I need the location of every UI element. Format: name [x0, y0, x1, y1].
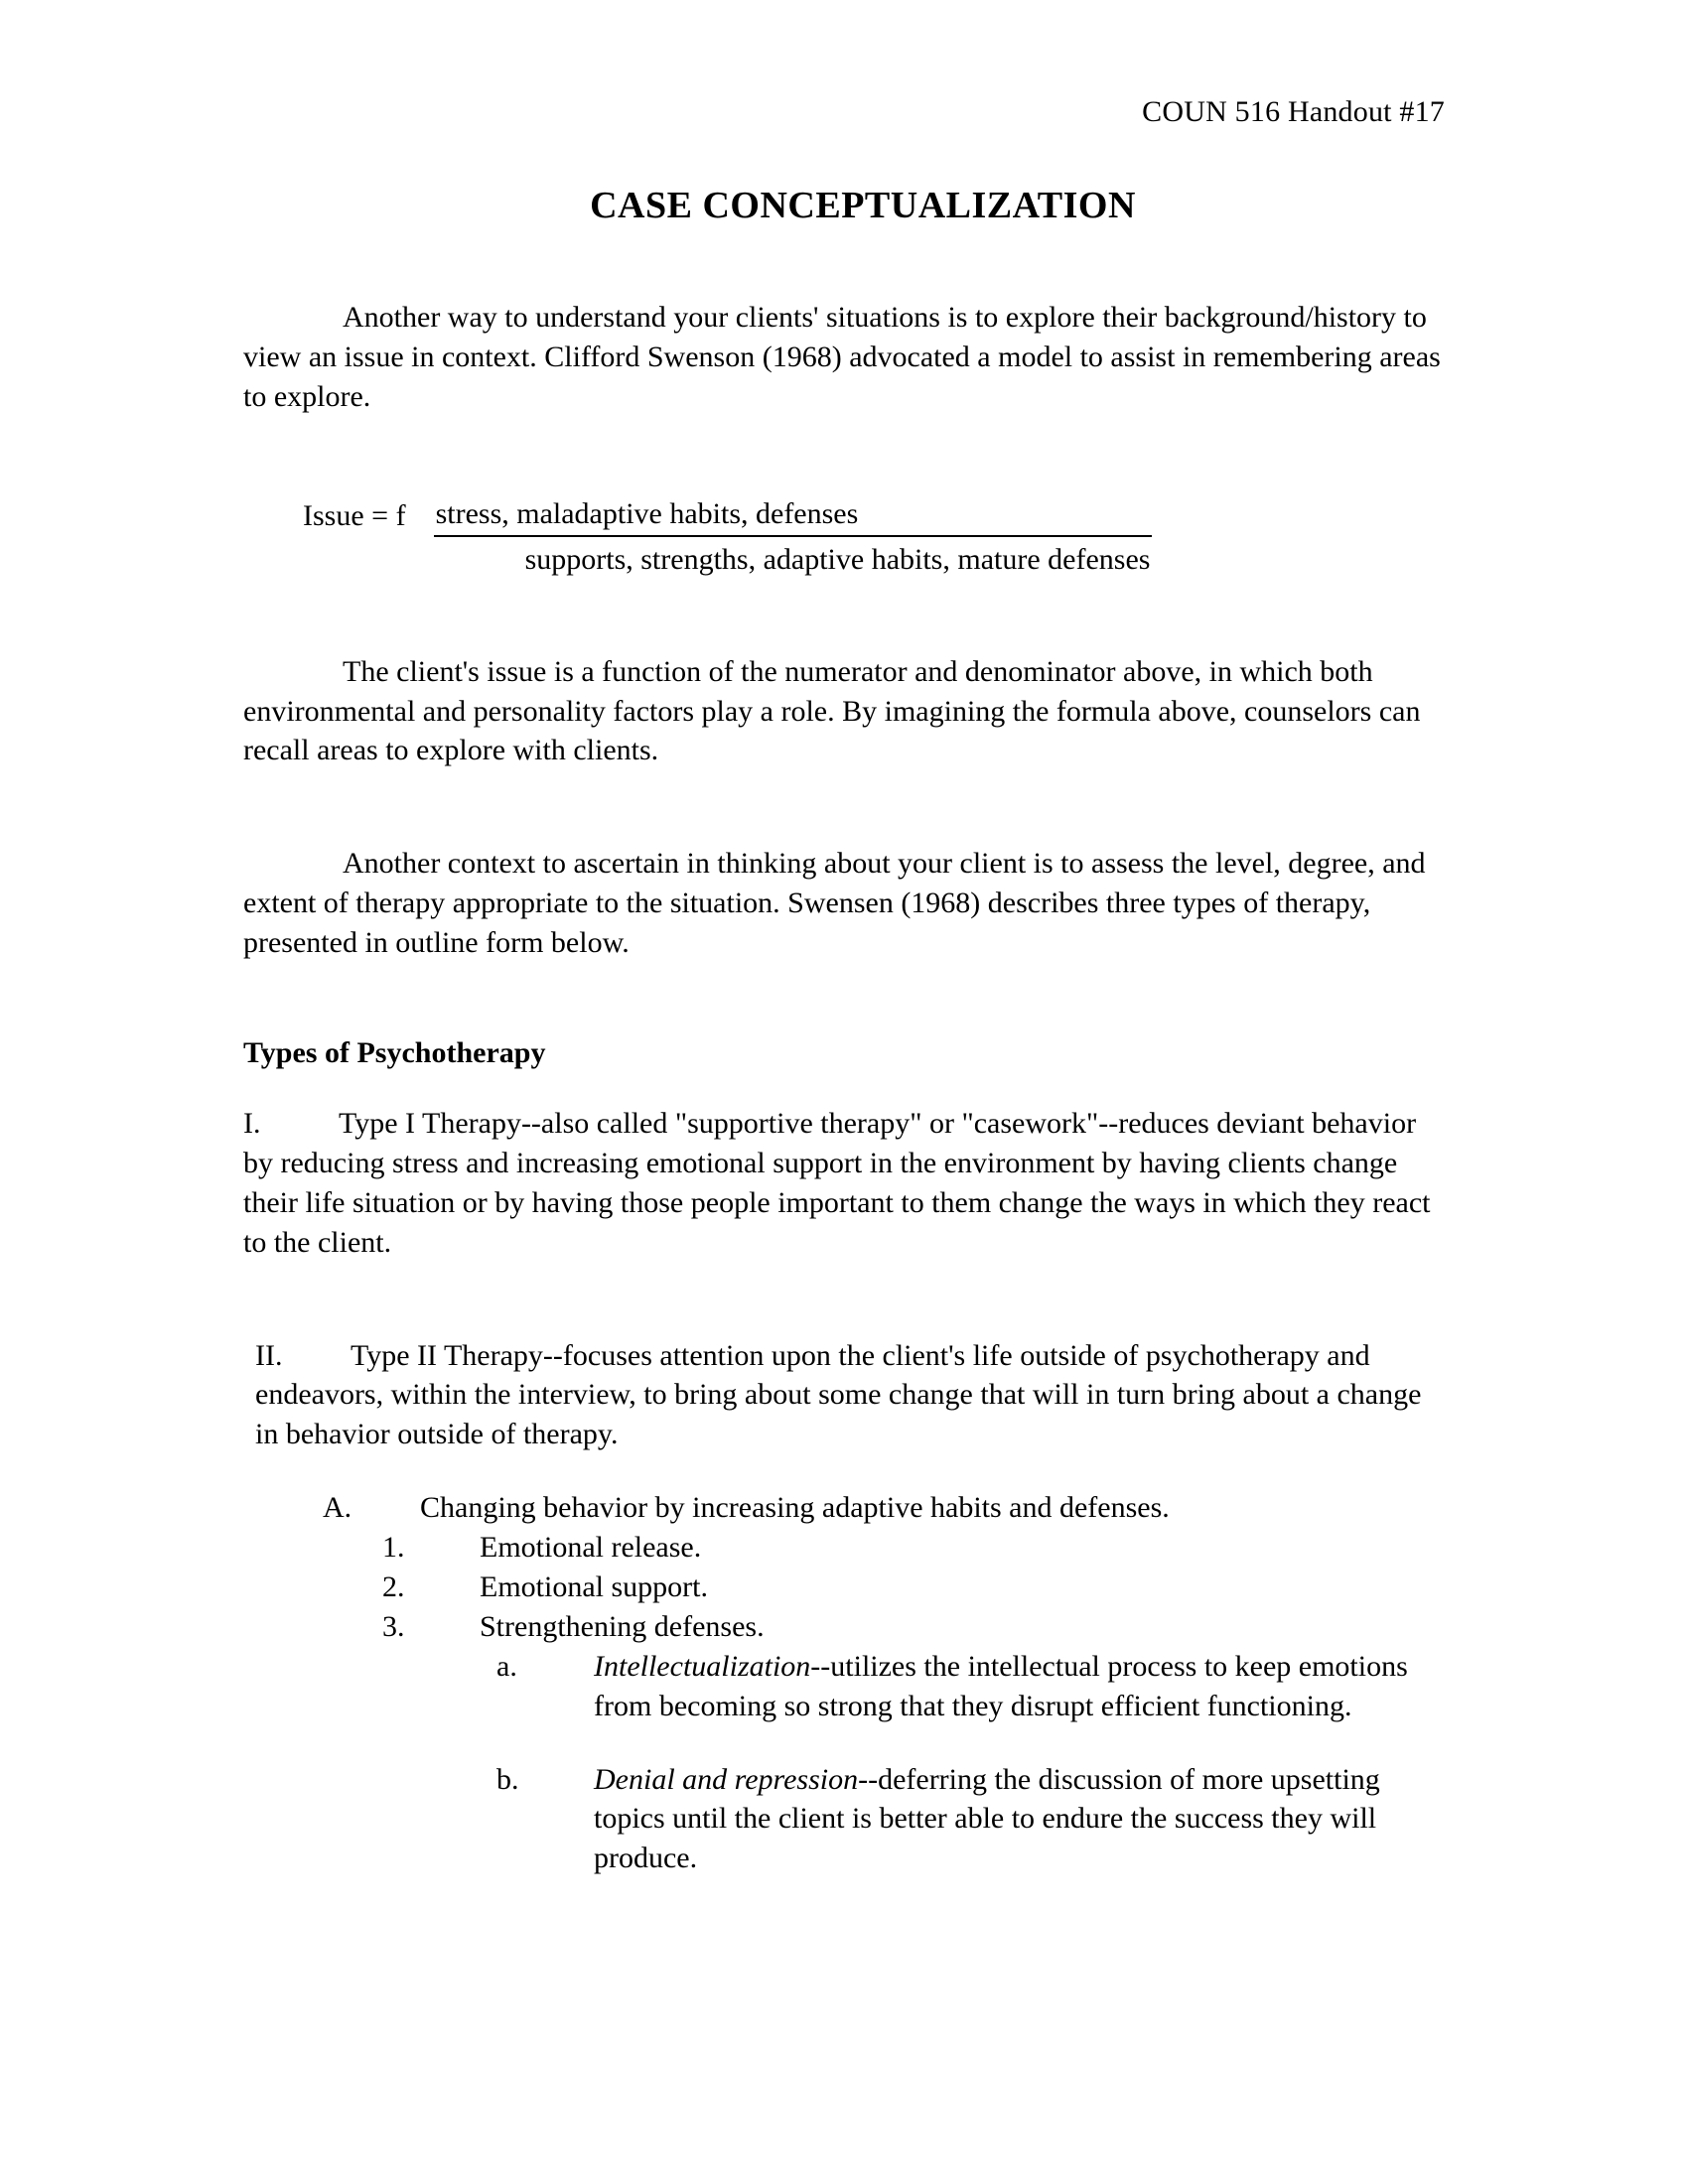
outline-term: Intellectualization	[594, 1649, 811, 1683]
outline-text	[496, 1647, 1445, 1726]
document-body	[243, 298, 1445, 1878]
issue-formula	[303, 494, 1445, 579]
outline-item-2a	[323, 1488, 1445, 1528]
outline-item-2a3	[382, 1607, 1445, 1647]
outline-item-2a2	[382, 1568, 1445, 1607]
outline-text: Strengthening defenses.	[480, 1609, 765, 1643]
outline-marker: b.	[496, 1762, 519, 1796]
intro-paragraph: Another way to understand your clients' situations is to explore their background/history to view an issue in context. Clifford Swenson (1968) advocated a model to assist in remembering areas to explore.	[243, 301, 1441, 413]
outline-text: Emotional support.	[480, 1570, 708, 1604]
section-heading-types-of-psychotherapy: Types of Psychotherapy	[243, 1036, 546, 1070]
outline-term: Denial and repression	[594, 1762, 859, 1796]
outline-definition: --utilizes the intellectual process to keep emotions from becoming so strong that they disrupt efficient functioning.	[594, 1649, 1408, 1722]
outline-text: Type I Therapy--also called "supportive therapy" or "casework"--reduces deviant behavior by reducing stress and increasing emotional support in the environment by having clients change their life situation or by having those people important to them change the ways in which they react to the client.	[243, 1107, 1431, 1259]
outline-definition: --deferring the discussion of more upsetting topics until the client is better able to endure the success they will produce.	[594, 1762, 1380, 1875]
outline-marker: a.	[496, 1649, 517, 1683]
outline-item-type-i	[243, 1104, 1445, 1263]
outline-marker: 3.	[382, 1609, 405, 1643]
formula-explanation-paragraph: The client's issue is a function of the numerator and denominator above, in which both environmental and personality factors play a role. By imagining the formula above, counselors can recall areas to explore with clients.	[243, 654, 1421, 767]
outline-text	[496, 1760, 1445, 1879]
outline-marker: I.	[243, 1107, 261, 1141]
outline-item-2a3b	[496, 1760, 1445, 1879]
outline-text: Type II Therapy--focuses attention upon the client's life outside of psychotherapy and endeavors, within the interview, to bring about some change that will in turn bring about a change in behavior outside of therapy.	[255, 1338, 1422, 1451]
therapy-levels-paragraph: Another context to ascertain in thinking about your client is to assess the level, degree, and extent of therapy appropriate to the situation. Swensen (1968) describes three types of therapy, presented in outline form below.	[243, 847, 1426, 960]
outline-marker: II.	[255, 1338, 283, 1372]
handout-header: COUN 516 Handout #17	[1142, 95, 1445, 128]
outline-item-type-ii	[255, 1336, 1445, 1455]
formula-fraction	[434, 494, 1153, 579]
outline-marker: 1.	[382, 1531, 405, 1565]
page-title: CASE CONCEPTUALIZATION	[590, 185, 1136, 226]
formula-left-side: Issue = f	[303, 498, 406, 532]
formula-numerator: stress, maladaptive habits, defenses	[434, 494, 1153, 537]
outline-item-2a3a	[496, 1647, 1445, 1726]
formula-denominator: supports, strengths, adaptive habits, mature defenses	[524, 542, 1151, 576]
outline-text: Changing behavior by increasing adaptive habits and defenses.	[420, 1491, 1170, 1525]
outline-text: Emotional release.	[480, 1531, 702, 1565]
outline-marker: A.	[323, 1491, 352, 1525]
outline-item-2a1	[382, 1528, 1445, 1568]
outline-marker: 2.	[382, 1570, 405, 1604]
